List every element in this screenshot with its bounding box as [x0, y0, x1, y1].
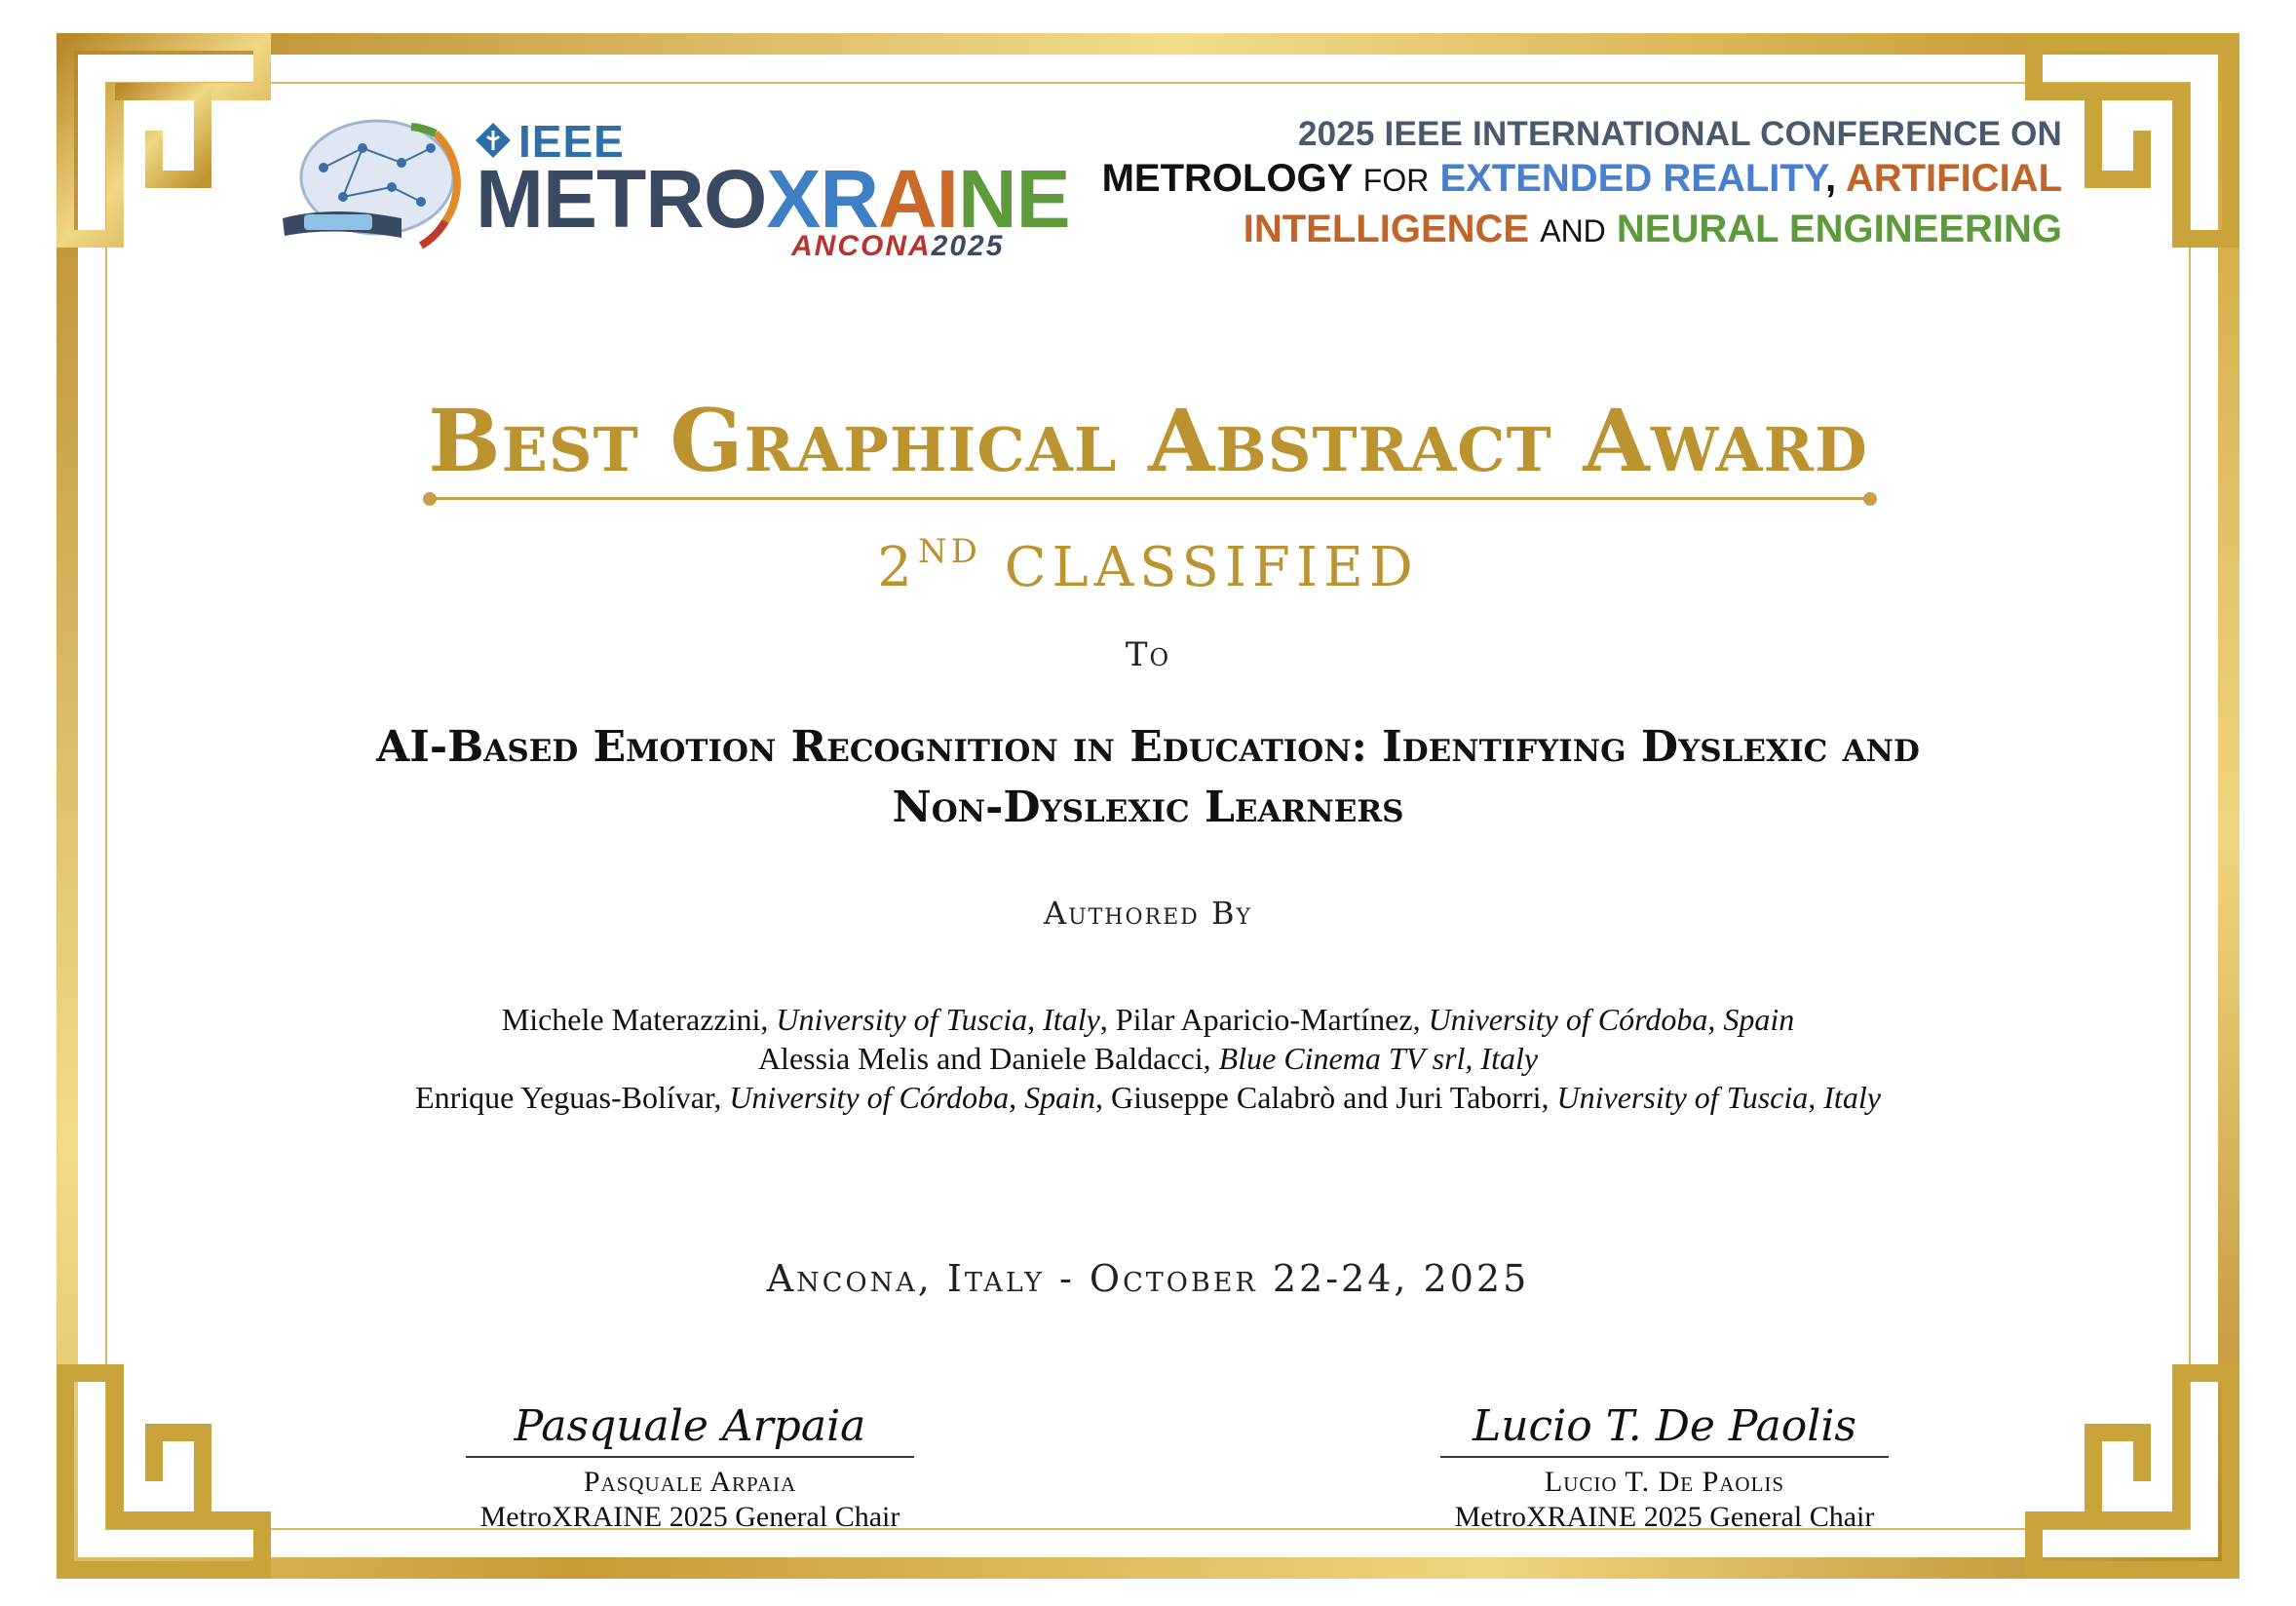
conference-intelligence: INTELLIGENCE	[1243, 208, 1530, 250]
signer-name: Lucio T. De Paolis	[1544, 1466, 1785, 1498]
paper-title-line-1: AI-Based Emotion Recognition in Education: Identifying Dyslexic and	[376, 722, 1920, 772]
rank-number: 2	[877, 536, 918, 599]
logo-metro: METRO	[476, 153, 767, 245]
conference-extended-reality: EXTENDED REALITY	[1439, 157, 1826, 200]
conference-line-3	[1102, 205, 2062, 255]
to-label: To	[1125, 635, 1171, 674]
conference-and: AND	[1540, 213, 1606, 249]
authors-line-3	[0, 1078, 2296, 1117]
logo-ieee-text: IEEE	[518, 116, 625, 167]
author-affiliation: University of Córdoba, Spain	[1428, 1002, 1795, 1037]
logo-ai: AI	[878, 153, 959, 245]
logo-city-year	[791, 230, 1004, 263]
conference-neural-engineering: NEURAL ENGINEERING	[1616, 208, 2062, 250]
brain-visor-icon	[275, 109, 470, 265]
author-affiliation: Blue Cinema TV srl, Italy	[1218, 1041, 1539, 1076]
conference-on: ON	[2010, 115, 2062, 153]
authors-list	[0, 1000, 2296, 1117]
divider-dot-right	[1863, 492, 1877, 506]
rank-suffix: ND	[917, 532, 981, 571]
author-names: Michele Materazzini,	[501, 1002, 777, 1037]
title-divider	[429, 497, 1871, 500]
conference-artificial: ARTIFICIAL	[1845, 157, 2062, 200]
signer-role: MetroXRAINE 2025 General Chair	[479, 1501, 900, 1533]
logo-xr: XR	[766, 153, 879, 245]
award-title: Best Graphical Abstract Award	[428, 390, 1868, 491]
signature-line	[466, 1456, 914, 1458]
author-affiliation: University of Tuscia, Italy	[776, 1002, 1100, 1037]
signer-name: Pasquale Arpaia	[583, 1466, 797, 1498]
signature-block-right	[1392, 1399, 1937, 1536]
conference-comma: ,	[1825, 157, 1837, 200]
paper-title	[244, 717, 2052, 838]
author-names: Alessia Melis and Daniele Baldacci,	[757, 1041, 1219, 1076]
conference-title	[1102, 115, 2062, 255]
location-date: Ancona, Italy - October 22-24, 2025	[766, 1257, 1530, 1300]
conference-line-2	[1102, 154, 2062, 205]
signature-line	[1440, 1456, 1889, 1458]
corner-ornament-bottom-left	[57, 1364, 271, 1579]
paper-title-line-2: Non-Dyslexic Learners	[892, 783, 1404, 832]
author-names: Enrique Yeguas-Bolívar,	[415, 1080, 730, 1115]
conference-for: FOR	[1362, 163, 1430, 198]
signature-script: Pasquale Arpaia	[514, 1401, 866, 1451]
conference-line-1	[1102, 115, 2062, 154]
logo-city: ANCONA	[791, 230, 932, 262]
authored-by-label: Authored By	[1043, 895, 1253, 932]
divider-dot-left	[423, 492, 437, 506]
authors-line-2	[0, 1039, 2296, 1078]
author-affiliation: University of Córdoba, Spain	[729, 1080, 1095, 1115]
logo-ne: NE	[958, 153, 1070, 245]
author-names: , Pilar Aparicio-Martínez,	[1099, 1002, 1429, 1037]
classified-label: CLASSIFIED	[1004, 536, 1419, 599]
author-names: , Giuseppe Calabrò and Juri Taborri,	[1095, 1080, 1557, 1115]
logo-wordmark	[476, 153, 1070, 245]
corner-ornament-top-left	[57, 33, 271, 248]
corner-ornament-bottom-right	[2025, 1364, 2239, 1579]
authors-line-1	[0, 1000, 2296, 1039]
signature-block-left	[417, 1399, 963, 1536]
signer-role: MetroXRAINE 2025 General Chair	[1454, 1501, 1875, 1533]
author-affiliation: University of Tuscia, Italy	[1556, 1080, 1881, 1115]
conference-metrology: METROLOGY	[1101, 157, 1353, 200]
conference-name: 2025 IEEE INTERNATIONAL CONFERENCE	[1297, 115, 2002, 153]
metroxraine-logo	[275, 109, 1070, 265]
signature-script: Lucio T. De Paolis	[1473, 1401, 1856, 1451]
classified-rank	[0, 532, 2296, 599]
logo-year: 2025	[931, 230, 1005, 262]
